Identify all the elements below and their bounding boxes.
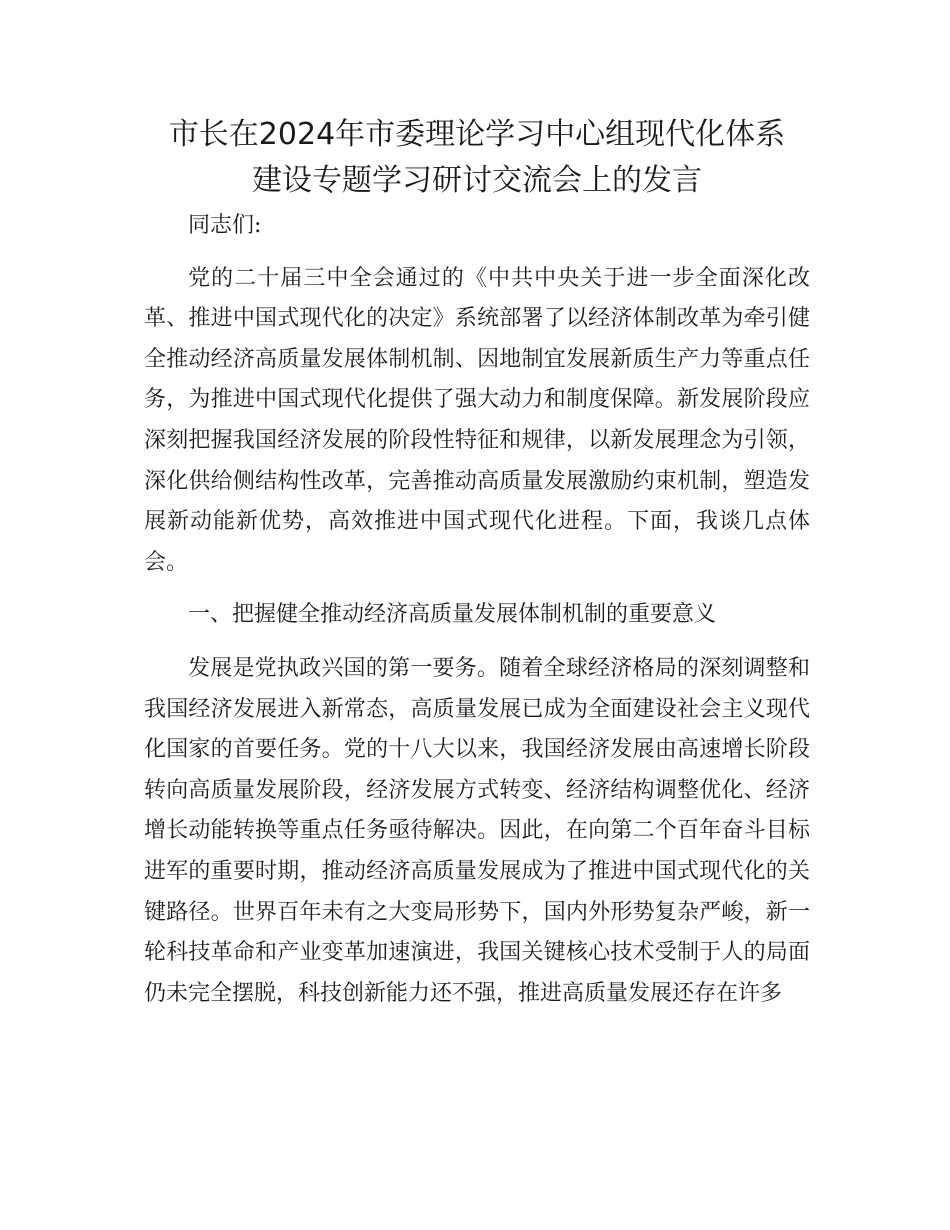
title-line-2: 建设专题学习研讨交流会上的发言 (252, 163, 702, 198)
paragraph-intro: 党的二十届三中全会通过的《中共中央关于进一步全面深化改革、推进中国式现代化的决定》系统部署了以经济体制改革为牵引健全推动经济高质量发展体制机制、因地制宜发展新质生产力等重点任务，为推进中国式现代化提供了强大动力和制度保障。新发展阶段应深刻把握我国经济发展的阶段性特征和规律，以新发展理念为引领，深化供给侧结构性改革，完善推动高质量发展激励约束机制，塑造发展新动能新优势，高效推进中国式现代化进程。下面，我谈几点体会。 (144, 265, 810, 575)
salutation: 同志们: (188, 213, 262, 238)
document-body (144, 206, 810, 1026)
document-title (144, 112, 810, 204)
title-line-1: 市长在2024年市委理论学习中心组现代化体系 (168, 117, 786, 152)
section-heading-1: 一、把握健全推动经济高质量发展体制机制的重要意义 (188, 602, 717, 628)
paragraph-section-1: 发展是党执政兴国的第一要务。随着全球经济格局的深刻调整和我国经济发展进入新常态，高质量发展已成为全面建设社会主义现代化国家的首要任务。党的十八大以来，我国经济发展由高速增长阶段转向高质量发展阶段，经济发展方式转变、经济结构调整优化、经济增长动能转换等重点任务亟待解决。因此，在向第二个百年奋斗目标进军的重要时期，推动经济高质量发展成为了推进中国式现代化的关键路径。世界百年未有之大变局形势下，国内外形势复杂严峻，新一轮科技革命和产业变革加速演进，我国关键核心技术受制于人的局面仍未完全摆脱，科技创新能力还不强，推进高质量发展还存在许多 (144, 655, 810, 1006)
